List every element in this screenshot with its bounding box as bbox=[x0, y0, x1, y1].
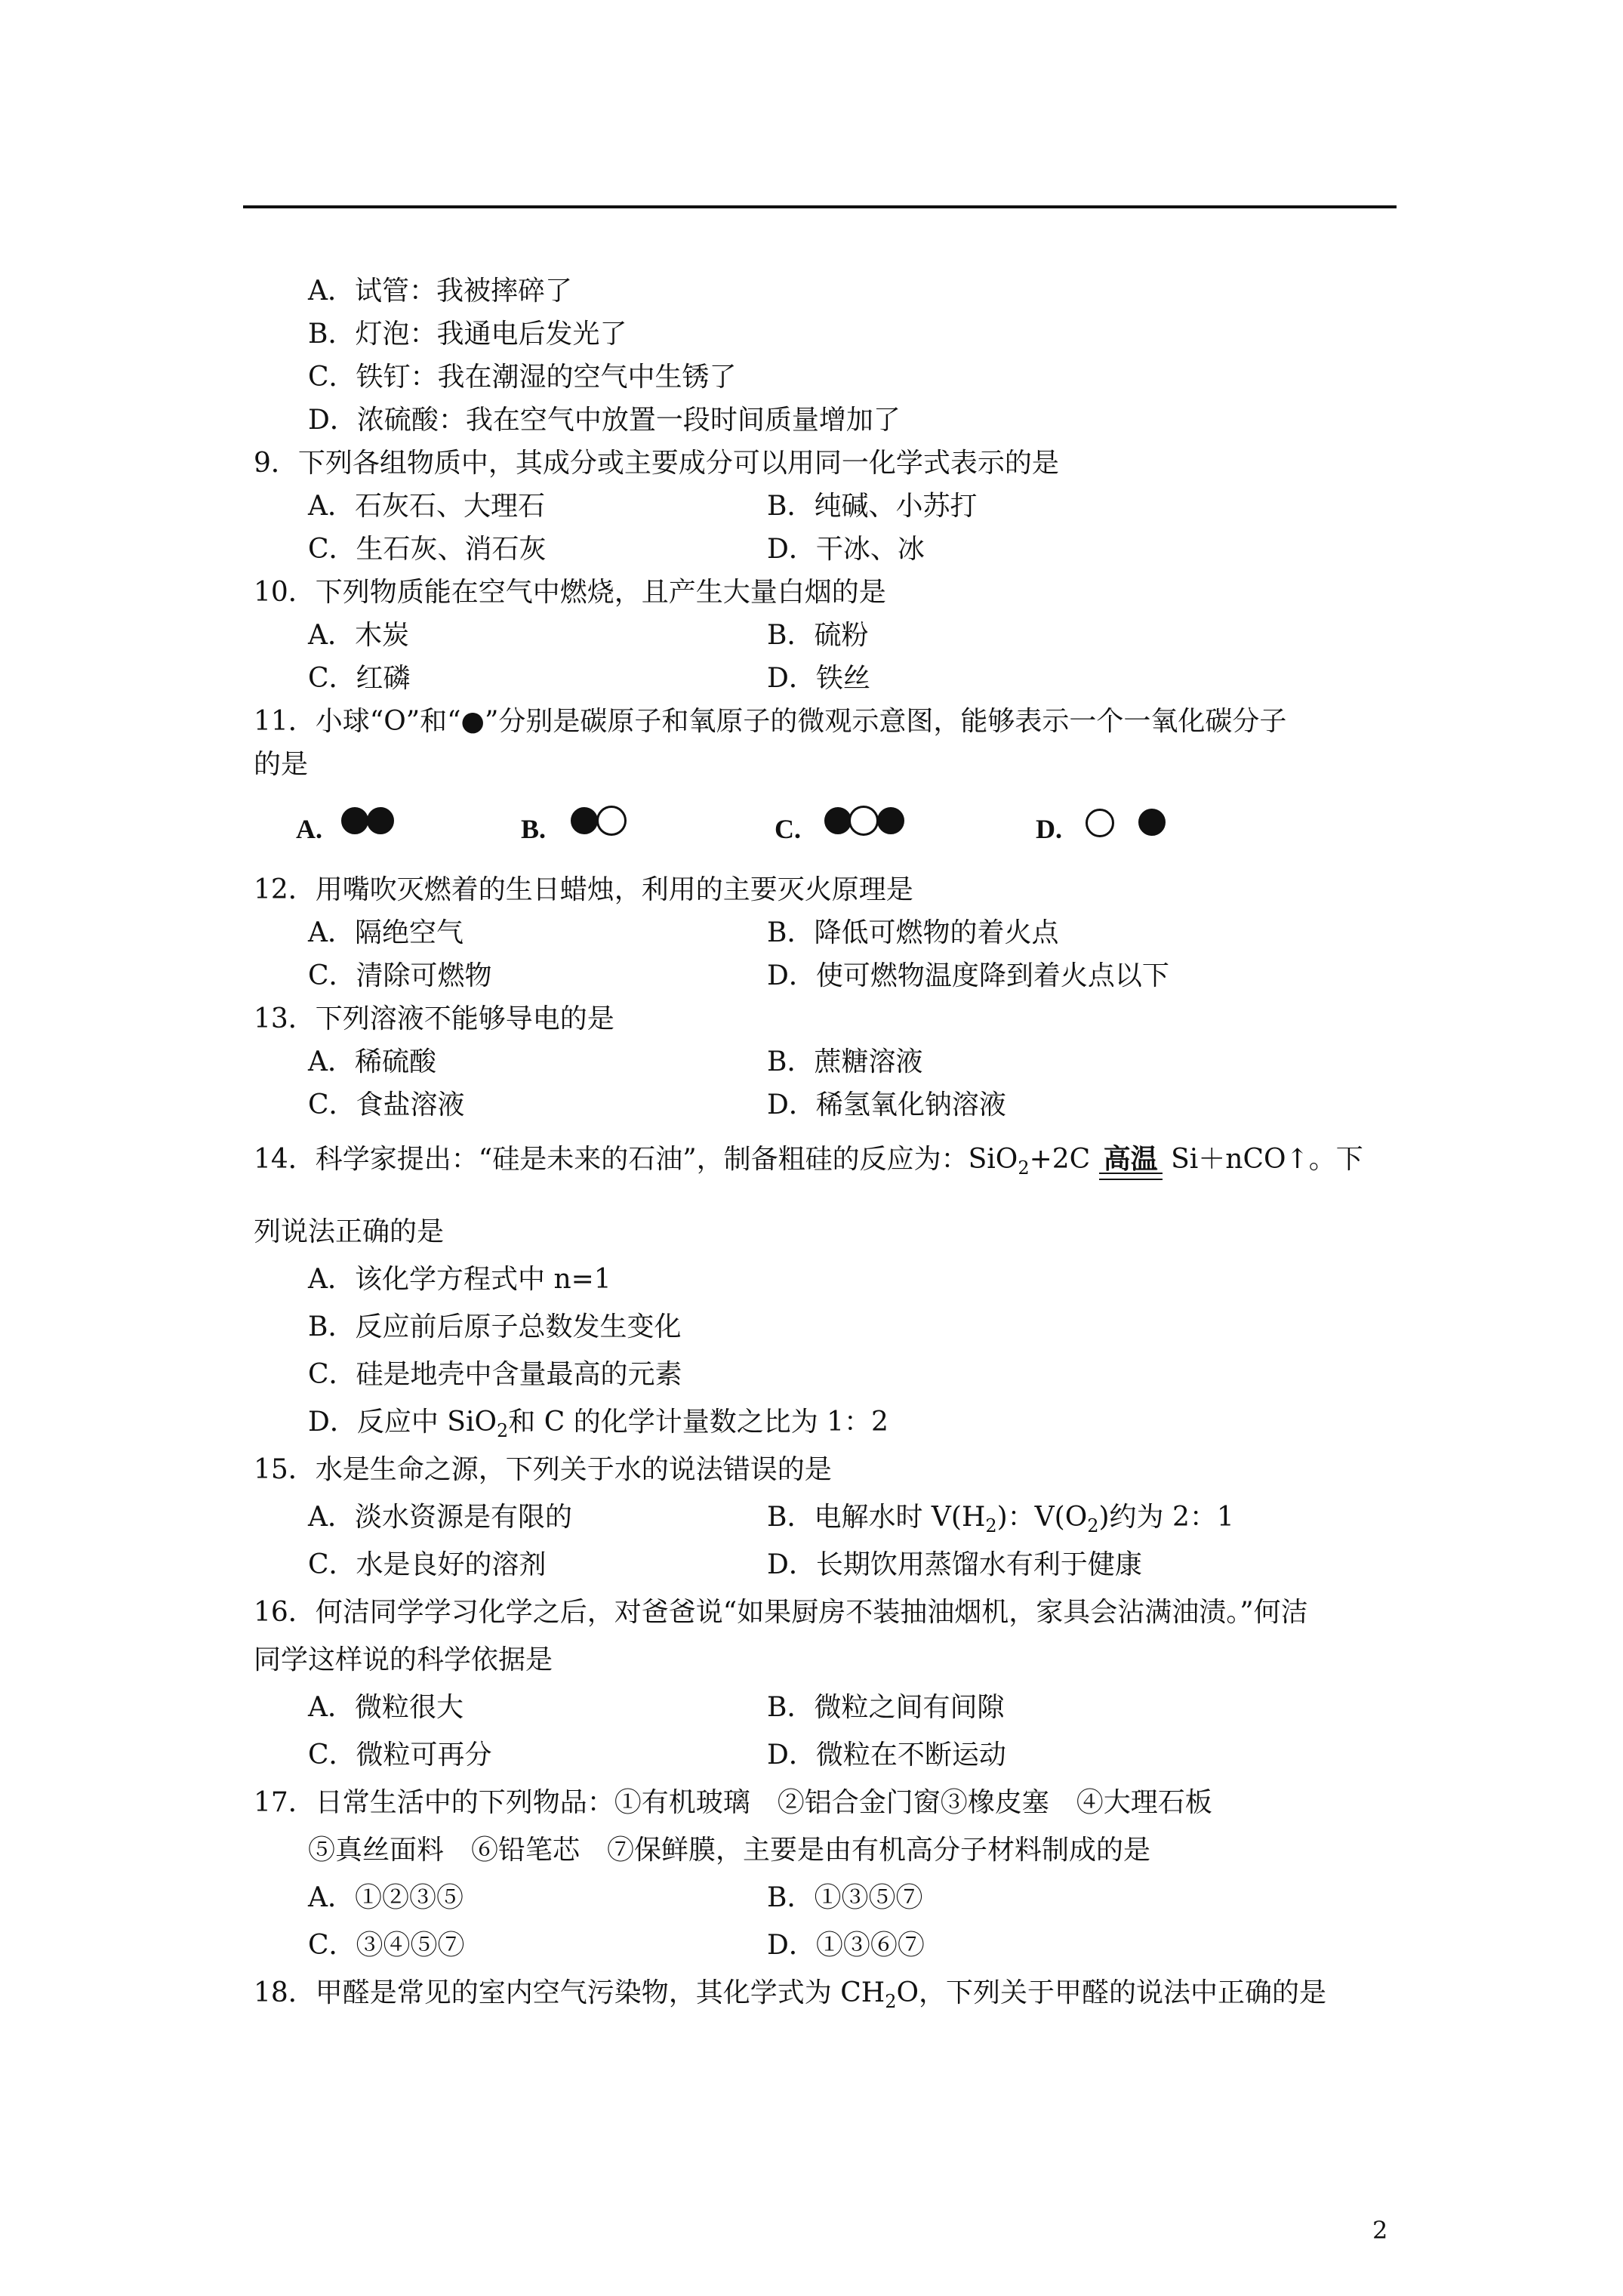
q15-stem: 15．水是生命之源，下列关于水的说法错误的是 bbox=[254, 1454, 832, 1485]
q11-c-carbon-atom bbox=[848, 806, 879, 836]
q15-option-b-text: )约为 2：1 bbox=[1098, 1502, 1234, 1533]
q11-stem-line2: 的是 bbox=[254, 749, 309, 780]
q8-option-d: D．浓硫酸：我在空气中放置一段时间质量增加了 bbox=[308, 405, 901, 436]
q16-stem-line1: 16．何洁同学学习化学之后，对爸爸说“如果厨房不装抽油烟机，家具会沾满油渍。”何洁 bbox=[254, 1597, 1308, 1628]
q10-option-a: A．木炭 bbox=[308, 620, 409, 651]
q11-option-b-label: B. bbox=[521, 814, 547, 844]
q9-option-d: D．干冰、冰 bbox=[767, 534, 925, 565]
q17-stem-line1: 17．日常生活中的下列物品：①有机玻璃 ②铝合金门窗③橡皮塞 ④大理石板 bbox=[254, 1787, 1212, 1818]
q11-d-oxygen-atom bbox=[1138, 809, 1166, 836]
q14-stem-text: +2C bbox=[1029, 1144, 1099, 1175]
q12-stem: 12．用嘴吹灭燃着的生日蜡烛，利用的主要灭火原理是 bbox=[254, 874, 913, 905]
q11-c-oxygen-atom bbox=[877, 807, 904, 834]
q14-subscript: 2 bbox=[1018, 1157, 1030, 1179]
q13-option-c: C．食盐溶液 bbox=[308, 1089, 465, 1120]
q12-option-b: B．降低可燃物的着火点 bbox=[767, 917, 1059, 948]
q11-c-oxygen-atom bbox=[824, 807, 852, 834]
q13-option-a: A．稀硫酸 bbox=[308, 1046, 436, 1077]
q14-option-c: C．硅是地壳中含量最高的元素 bbox=[308, 1359, 682, 1390]
q14-subscript: 2 bbox=[497, 1420, 509, 1442]
q11-option-c-label: C. bbox=[775, 814, 801, 844]
q16-option-a: A．微粒很大 bbox=[308, 1692, 463, 1723]
q15-option-c: C．水是良好的溶剂 bbox=[308, 1549, 547, 1580]
q16-stem-line2: 同学这样说的科学依据是 bbox=[254, 1644, 553, 1675]
q14-stem-line1 bbox=[254, 1142, 1363, 1185]
q15-option-a: A．淡水资源是有限的 bbox=[308, 1502, 572, 1533]
q15-subscript: 2 bbox=[1087, 1515, 1099, 1537]
q10-stem: 10．下列物质能在空气中燃烧，且产生大量白烟的是 bbox=[254, 577, 886, 608]
q9-option-c: C．生石灰、消石灰 bbox=[308, 534, 547, 565]
q12-option-c: C．清除可燃物 bbox=[308, 960, 492, 991]
header-rule bbox=[243, 205, 1397, 208]
q11-b-oxygen-atom bbox=[571, 807, 598, 834]
q10-option-c: C．红磷 bbox=[308, 663, 411, 694]
q17-option-a: A．①②③⑤ bbox=[308, 1882, 463, 1913]
q13-option-b: B．蔗糖溶液 bbox=[767, 1046, 923, 1077]
q14-option-b: B．反应前后原子总数发生变化 bbox=[308, 1311, 682, 1342]
q11-stem-line1: 11．小球“O”和“●”分别是碳原子和氧原子的微观示意图，能够表示一个一氧化碳分子 bbox=[254, 706, 1287, 737]
q15-option-b-text: B．电解水时 V(H bbox=[767, 1502, 986, 1533]
q13-option-d: D．稀氢氧化钠溶液 bbox=[767, 1089, 1006, 1120]
q17-option-b: B．①③⑤⑦ bbox=[767, 1882, 923, 1913]
q11-b-carbon-atom bbox=[596, 806, 627, 836]
q13-stem: 13．下列溶液不能够导电的是 bbox=[254, 1003, 614, 1034]
q11-a-oxygen-atom bbox=[341, 807, 368, 834]
q11-d-carbon-atom bbox=[1086, 809, 1114, 837]
q15-subscript: 2 bbox=[985, 1515, 997, 1537]
q14-reaction-condition: 高温 bbox=[1099, 1142, 1163, 1176]
q18-subscript: 2 bbox=[885, 1991, 897, 2013]
q8-option-c: C．铁钉：我在潮湿的空气中生锈了 bbox=[308, 362, 737, 393]
q10-option-d: D．铁丝 bbox=[767, 663, 870, 694]
q12-option-a: A．隔绝空气 bbox=[308, 917, 463, 948]
q9-option-b: B．纯碱、小苏打 bbox=[767, 491, 978, 522]
q14-option-a: A．该化学方程式中 n=1 bbox=[308, 1264, 611, 1295]
q11-a-oxygen-atom bbox=[367, 807, 394, 834]
q8-option-b: B．灯泡：我通电后发光了 bbox=[308, 319, 627, 350]
q8-option-a: A．试管：我被摔碎了 bbox=[308, 276, 572, 307]
q9-option-a: A．石灰石、大理石 bbox=[308, 491, 545, 522]
q16-option-c: C．微粒可再分 bbox=[308, 1740, 492, 1771]
q14-stem-text: Si＋nCO↑。下 bbox=[1162, 1144, 1363, 1175]
q18-stem-text: 18．甲醛是常见的室内空气污染物，其化学式为 CH bbox=[254, 1977, 885, 2008]
q17-stem-line2: ⑤真丝面料 ⑥铅笔芯 ⑦保鲜膜，主要是由有机高分子材料制成的是 bbox=[308, 1835, 1151, 1866]
q10-option-b: B．硫粉 bbox=[767, 620, 869, 651]
q16-option-d: D．微粒在不断运动 bbox=[767, 1740, 1006, 1771]
q17-option-d: D．①③⑥⑦ bbox=[767, 1930, 925, 1961]
q14-option-d-text: 和 C 的化学计量数之比为 1：2 bbox=[508, 1407, 888, 1438]
q14-stem-text: 14．科学家提出：“硅是未来的石油”，制备粗硅的反应为：SiO bbox=[254, 1144, 1018, 1175]
q11-option-d-label: D. bbox=[1036, 814, 1062, 844]
q11-option-a-label: A. bbox=[296, 814, 322, 844]
q18-stem bbox=[254, 1977, 1326, 2018]
q14-option-d-text: D．反应中 SiO bbox=[308, 1407, 497, 1438]
q15-option-b-text: )：V(O bbox=[996, 1502, 1088, 1533]
q12-option-d: D．使可燃物温度降到着火点以下 bbox=[767, 960, 1169, 991]
q18-stem-text: O，下列关于甲醛的说法中正确的是 bbox=[896, 1977, 1326, 2008]
q16-option-b: B．微粒之间有间隙 bbox=[767, 1692, 1005, 1723]
q14-option-d bbox=[308, 1406, 888, 1447]
q9-stem: 9．下列各组物质中，其成分或主要成分可以用同一化学式表示的是 bbox=[254, 448, 1059, 479]
q15-option-d: D．长期饮用蒸馏水有利于健康 bbox=[767, 1549, 1142, 1580]
q14-stem-line2: 列说法正确的是 bbox=[254, 1216, 445, 1247]
q17-option-c: C．③④⑤⑦ bbox=[308, 1930, 465, 1961]
q15-option-b bbox=[767, 1501, 1234, 1542]
page-number: 2 bbox=[1372, 2216, 1388, 2245]
